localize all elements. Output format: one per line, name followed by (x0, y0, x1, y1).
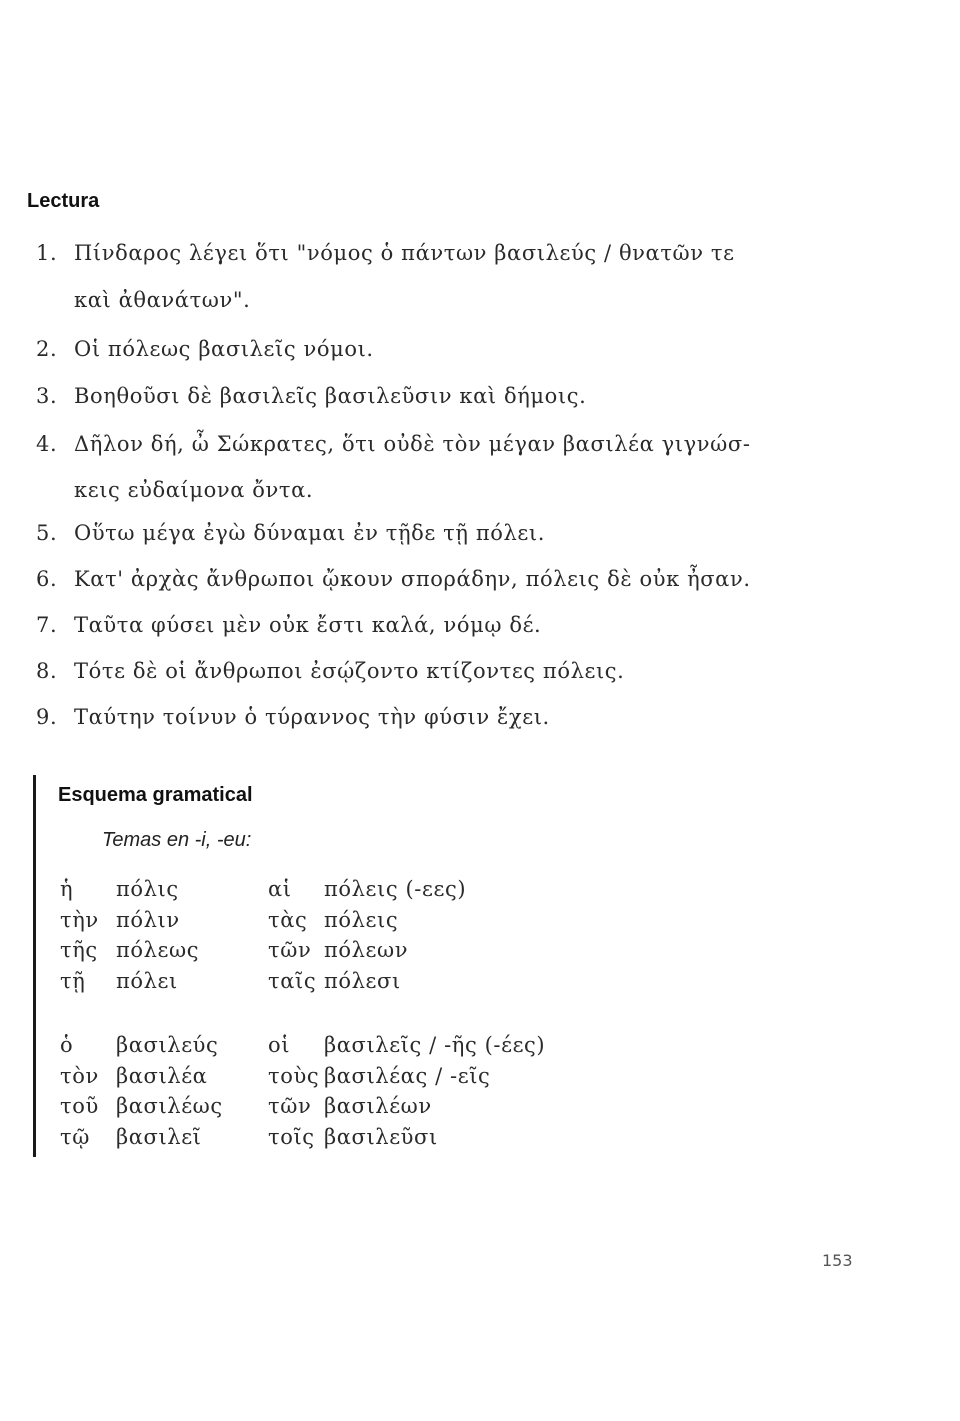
declension-row (60, 1122, 223, 1153)
line-text: καὶ ἀθανάτων". (74, 288, 251, 312)
noun-form: βασιλεύς (116, 1033, 219, 1057)
article: τῶν (268, 938, 312, 962)
line-text: Βοηθοῦσι δὲ βασιλεῖς βασιλεῦσιν καὶ δήμοις. (74, 384, 587, 408)
lectura-line (36, 613, 541, 637)
lectura-line (36, 567, 751, 591)
page-number: 153 (822, 1251, 853, 1270)
noun-form: βασιλέας / -εῖς (324, 1063, 491, 1088)
line-text: Ταῦτα φύσει μὲν οὐκ ἔστι καλά, νόμῳ δέ. (74, 613, 542, 637)
declension-row (60, 1030, 223, 1061)
noun-form: πόλει (116, 968, 178, 993)
article: ἡ (60, 877, 74, 901)
lectura-line (36, 337, 374, 361)
noun-form: πόλεων (324, 938, 409, 962)
article: τῇ (60, 968, 86, 993)
noun-form: βασιλέων (324, 1094, 432, 1118)
noun-form: πόλις (116, 877, 179, 901)
declension-row (268, 905, 466, 936)
article: τοῦ (60, 1094, 99, 1118)
polis-singular-column (60, 874, 199, 996)
article: τῆς (60, 938, 98, 962)
article: ταῖς (268, 968, 317, 993)
noun-form: βασιλέως (116, 1094, 223, 1118)
declension-row (60, 905, 199, 936)
lectura-line (36, 521, 545, 545)
declension-row (60, 1091, 223, 1122)
declension-row (60, 874, 199, 905)
declension-row (268, 966, 466, 997)
lectura-line (36, 659, 624, 683)
noun-form: πόλεσι (324, 968, 401, 993)
declension-row (268, 935, 466, 966)
noun-form: βασιλέα (116, 1063, 208, 1088)
article: οἱ (268, 1033, 291, 1057)
esquema-subtitle: Temas en -i, -eu: (102, 829, 252, 851)
declension-row (268, 1091, 545, 1122)
line-number: 9. (36, 705, 58, 729)
article: τοὺς (268, 1063, 320, 1088)
line-number: 4. (36, 432, 58, 456)
line-text: Οἱ πόλεως βασιλεῖς νόμοι. (74, 337, 374, 361)
noun-form: βασιλεῖ (116, 1124, 202, 1149)
article: τὰς (268, 907, 308, 932)
declension-row (268, 1061, 545, 1092)
basileus-plural-column (268, 1030, 545, 1152)
line-text: Κατ' ἀρχὰς ἄνθρωποι ᾤκουν σποράδην, πόλεις δὲ οὐκ ἦσαν. (74, 567, 751, 591)
declension-row (60, 935, 199, 966)
noun-form: πόλιν (116, 907, 180, 932)
section-rule (33, 775, 36, 1157)
line-number: 7. (36, 613, 58, 637)
article: τῷ (60, 1124, 90, 1149)
noun-form: βασιλεῦσι (324, 1124, 438, 1149)
line-number: 8. (36, 659, 58, 683)
article: τοῖς (268, 1124, 315, 1149)
noun-form: βασιλεῖς / -ῆς (-έες) (324, 1033, 546, 1057)
noun-form: πόλεως (116, 938, 200, 962)
polis-plural-column (268, 874, 466, 996)
line-number: 6. (36, 567, 58, 591)
lectura-line (36, 384, 586, 408)
lectura-line (74, 478, 313, 502)
declension-row (60, 1061, 223, 1092)
line-text: Οὕτω μέγα ἐγὼ δύναμαι ἐν τῇδε τῇ πόλει. (74, 521, 545, 545)
lectura-line (36, 241, 735, 265)
esquema-heading: Esquema gramatical (58, 784, 253, 806)
declension-row (268, 874, 466, 905)
line-number: 2. (36, 337, 58, 361)
article: τῶν (268, 1094, 312, 1118)
article: τὸν (60, 1063, 99, 1088)
line-text: Πίνδαρος λέγει ὅτι "νόμος ὁ πάντων βασιλεύς / θνατῶν τε (74, 241, 735, 265)
article: ὁ (60, 1033, 74, 1057)
line-number: 3. (36, 384, 58, 408)
line-text: Δῆλον δή, ὦ Σώκρατες, ὅτι οὐδὲ τὸν μέγαν βασιλέα γιγνώσ- (74, 432, 751, 456)
lectura-line (36, 705, 550, 729)
line-text: κεις εὐδαίμονα ὄντα. (74, 478, 314, 502)
lectura-heading: Lectura (27, 190, 100, 212)
declension-row (268, 1030, 545, 1061)
basileus-singular-column (60, 1030, 223, 1152)
noun-form: πόλεις (-εες) (324, 877, 467, 901)
article: αἱ (268, 877, 292, 901)
line-text: Ταύτην τοίνυν ὁ τύραννος τὴν φύσιν ἔχει. (74, 705, 550, 729)
lectura-line (74, 288, 250, 312)
line-number: 1. (36, 241, 58, 265)
line-number: 5. (36, 521, 58, 545)
declension-row (60, 966, 199, 997)
article: τὴν (60, 907, 99, 932)
declension-row (268, 1122, 545, 1153)
line-text: Τότε δὲ οἱ ἄνθρωποι ἐσῴζοντο κτίζοντες πόλεις. (74, 659, 625, 683)
lectura-line (36, 432, 751, 456)
noun-form: πόλεις (324, 907, 399, 932)
